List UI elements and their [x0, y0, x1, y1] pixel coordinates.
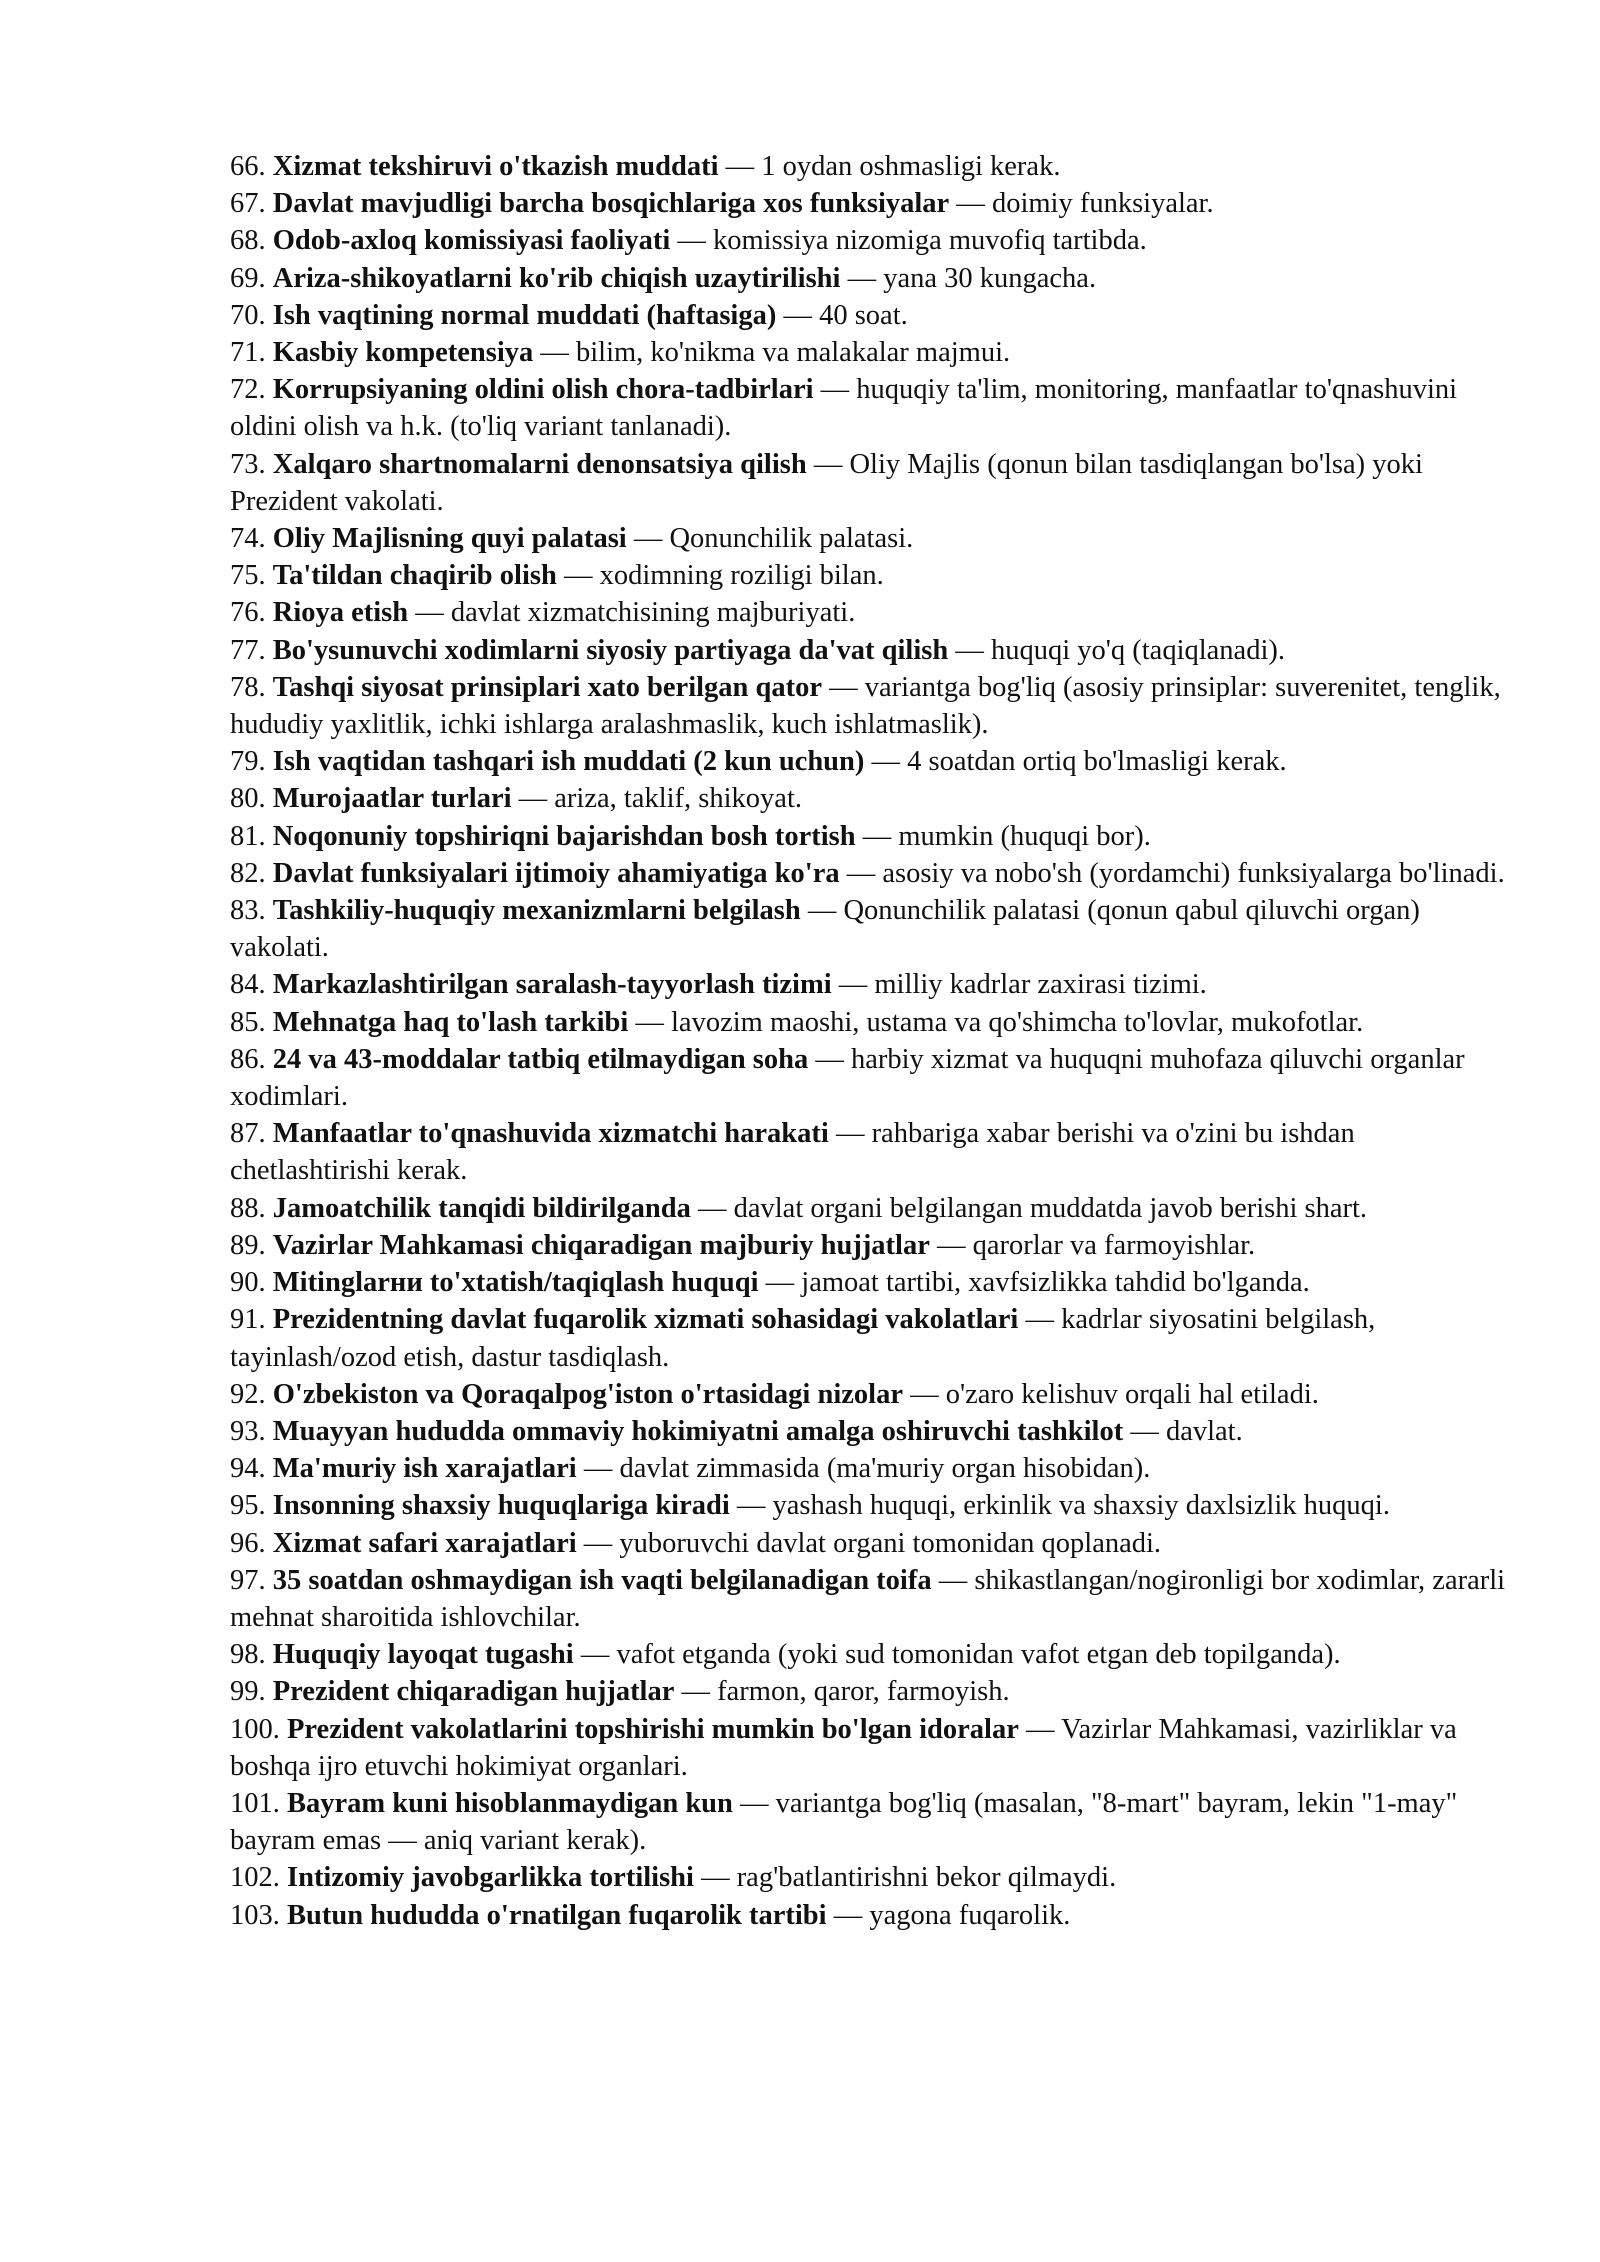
list-item [230, 1041, 1510, 1115]
item-number: 70. [230, 299, 266, 331]
item-description: — yashash huquqi, erkinlik va shaxsiy daxlsizlik huquqi. [729, 1490, 1390, 1522]
list-item [230, 334, 1510, 371]
item-description: — jamoat tartibi, xavfsizlikka tahdid bo'lganda. [758, 1267, 1310, 1299]
item-number: 98. [230, 1639, 266, 1671]
item-number: 97. [230, 1564, 266, 1596]
item-term: Vazirlar Mahkamasi chiqaradigan majburiy hujjatlar [272, 1229, 930, 1261]
list-item [230, 1636, 1510, 1673]
list-item [230, 1859, 1510, 1896]
item-description: — Oliy Majlis (qonun bilan tasdiqlangan bo'lsa) yoki Prezident vakolati. [230, 448, 1423, 517]
list-item [230, 1115, 1510, 1189]
item-description: — rag'batlantirishni bekor qilmaydi. [693, 1862, 1117, 1894]
item-term: Ta'tildan chaqirib olish [272, 560, 557, 592]
list-item [230, 1450, 1510, 1487]
item-description: — yana 30 kungacha. [840, 262, 1097, 294]
item-term: Tashqi siyosat prinsiplari xato berilgan qator [272, 671, 823, 703]
item-description: — kadrlar siyosatini belgilash, tayinlash/ozod etish, dastur tasdiqlash. [230, 1304, 1376, 1373]
item-description: — komissiya nizomiga muvofiq tartibda. [670, 225, 1147, 257]
item-description: — davlat zimmasida (ma'muriy organ hisobidan). [576, 1453, 1151, 1485]
list-item [230, 966, 1510, 1003]
item-term: Bo'ysunuvchi xodimlarni siyosiy partiyaga da'vat qilish [272, 634, 949, 666]
item-term: 35 soatdan oshmaydigan ish vaqti belgilanadigan toifa [272, 1564, 932, 1596]
item-number: 82. [230, 857, 266, 889]
item-number: 66. [230, 151, 266, 182]
list-item [230, 148, 1510, 185]
item-term: Intizomiy javobgarlikka tortilishi [287, 1862, 694, 1894]
item-description: — xodimning roziligi bilan. [556, 560, 884, 592]
list-item [230, 1190, 1510, 1227]
list-item [230, 260, 1510, 297]
item-term: Prezident vakolatlarini topshirishi mumkin bo'lgan idoralar [287, 1713, 1019, 1745]
item-term: Insonning shaxsiy huquqlariga kiradi [272, 1490, 730, 1522]
item-description: — asosiy va nobo'sh (yordamchi) funksiyalarga bo'linadi. [839, 857, 1505, 889]
item-description: — bilim, ko'nikma va malakalar majmui. [533, 337, 1011, 369]
item-description: — davlat. [1123, 1415, 1243, 1447]
item-term: Xizmat safari xarajatlari [272, 1527, 577, 1559]
item-number: 69. [230, 262, 266, 294]
item-term: Butun hududda o'rnatilgan fuqarolik tartibi [287, 1899, 827, 1931]
item-number: 87. [230, 1118, 266, 1150]
item-number: 85. [230, 1006, 266, 1038]
item-number: 96. [230, 1527, 266, 1559]
item-description: — lavozim maoshi, ustama va qo'shimcha to'lovlar, mukofotlar. [628, 1006, 1364, 1038]
list-item [230, 780, 1510, 817]
item-term: O'zbekiston va Qoraqalpog'iston o'rtasidagi nizolar [272, 1378, 903, 1410]
item-description: — Qonunchilik palatasi. [626, 523, 914, 555]
list-item [230, 1673, 1510, 1710]
item-number: 100. [230, 1713, 280, 1745]
numbered-list [230, 148, 1510, 1934]
item-description: — shikastlangan/nogironligi bor xodimlar, zararli mehnat sharoitida ishlovchilar. [230, 1564, 1506, 1633]
item-description: — qarorlar va farmoyishlar. [929, 1229, 1256, 1261]
item-number: 71. [230, 337, 266, 369]
list-item [230, 1413, 1510, 1450]
item-description: — 40 soat. [776, 299, 908, 331]
item-number: 73. [230, 448, 266, 480]
item-description: — o'zaro kelishuv orqali hal etiladi. [902, 1378, 1319, 1410]
item-number: 81. [230, 820, 266, 852]
list-item [230, 520, 1510, 557]
document-page [230, 148, 1510, 1934]
list-item [230, 855, 1510, 892]
item-number: 67. [230, 188, 266, 220]
item-number: 94. [230, 1453, 266, 1485]
item-description: — milliy kadrlar zaxirasi tizimi. [831, 969, 1207, 1001]
item-term: 24 va 43-moddalar tatbiq etilmaydigan soha [272, 1043, 809, 1075]
list-item [230, 1562, 1510, 1636]
list-item [230, 1301, 1510, 1375]
item-number: 74. [230, 523, 266, 555]
item-description: — variantga bog'liq (asosiy prinsiplar: suverenitet, tenglik, hududiy yaxlitlik, ichki ishlarga aralashmaslik, kuch ishlatmaslik). [230, 671, 1501, 741]
item-description: — mumkin (huquqi bor). [855, 820, 1151, 852]
item-term: Manfaatlar to'qnashuvida xizmatchi harakati [272, 1118, 829, 1150]
list-item [230, 818, 1510, 855]
item-term: Tashkiliy-huquqiy mexanizmlarni belgilash [272, 895, 801, 927]
list-item [230, 222, 1510, 259]
list-item [230, 632, 1510, 669]
list-item [230, 557, 1510, 594]
item-description: — farmon, qaror, farmoyish. [674, 1676, 1010, 1708]
item-term: Davlat mavjudligi barcha bosqichlariga xos funksiyalar [272, 188, 950, 220]
item-term: Ish vaqtidan tashqari ish muddati (2 kun uchun) [272, 746, 865, 778]
item-description: — ariza, taklif, shikoyat. [511, 783, 802, 815]
item-term: Murojaatlar turlari [272, 783, 512, 815]
item-term: Kasbiy kompetensiya [272, 337, 534, 369]
list-item [230, 1785, 1510, 1859]
item-number: 89. [230, 1229, 266, 1261]
list-item [230, 1376, 1510, 1413]
item-number: 84. [230, 969, 266, 1001]
item-description: — 4 soatdan ortiq bo'lmasligi kerak. [864, 746, 1287, 778]
item-term: Davlat funksiyalari ijtimoiy ahamiyatiga ko'ra [272, 857, 840, 889]
item-number: 88. [230, 1192, 266, 1224]
item-description: — yuboruvchi davlat organi tomonidan qoplanadi. [576, 1527, 1162, 1559]
item-term: Jamoatchilik tanqidi bildirilganda [272, 1192, 691, 1224]
item-number: 102. [230, 1862, 280, 1894]
item-description: — 1 oydan oshmasligi kerak. [718, 151, 1061, 182]
item-number: 77. [230, 634, 266, 666]
item-number: 75. [230, 560, 266, 592]
list-item [230, 1711, 1510, 1785]
item-number: 86. [230, 1043, 266, 1075]
item-description: — harbiy xizmat va huquqni muhofaza qiluvchi organlar xodimlari. [230, 1043, 1465, 1113]
item-number: 93. [230, 1415, 266, 1447]
item-number: 101. [230, 1787, 280, 1819]
list-item [230, 297, 1510, 334]
item-term: Huquqiy layoqat tugashi [272, 1639, 574, 1671]
item-number: 68. [230, 225, 266, 257]
list-item [230, 1525, 1510, 1562]
list-item [230, 1264, 1510, 1301]
item-number: 83. [230, 895, 266, 927]
item-term: Bayram kuni hisoblanmaydigan kun [287, 1787, 733, 1819]
item-term: Ariza-shikoyatlarni ko'rib chiqish uzaytirilishi [272, 262, 841, 294]
item-description: — rahbariga xabar berishi va o'zini bu ishdan chetlashtirishi kerak. [230, 1118, 1355, 1187]
item-term: Muayyan hududda ommaviy hokimiyatni amalga oshiruvchi tashkilot [272, 1415, 1124, 1447]
list-item [230, 594, 1510, 631]
list-item [230, 185, 1510, 222]
item-term: Prezidentning davlat fuqarolik xizmati sohasidagi vakolatlari [272, 1304, 1019, 1336]
item-number: 91. [230, 1304, 266, 1336]
item-term: Ma'muriy ish xarajatlari [272, 1453, 577, 1485]
item-description: — variantga bog'liq (masalan, "8-mart" bayram, lekin "1-may" bayram emas — aniq variant kerak). [230, 1787, 1458, 1857]
item-term: Rioya etish [272, 597, 409, 629]
item-term: Oliy Majlisning quyi palatasi [272, 523, 627, 555]
list-item [230, 446, 1510, 520]
list-item [230, 1897, 1510, 1934]
item-term: Odob-axloq komissiyasi faoliyati [272, 225, 671, 257]
list-item [230, 1487, 1510, 1524]
list-item [230, 371, 1510, 445]
item-description: — davlat organi belgilangan muddatda javob berishi shart. [690, 1192, 1368, 1224]
item-description: — davlat xizmatchisining majburiyati. [408, 597, 856, 629]
item-number: 79. [230, 746, 266, 778]
item-term: Prezident chiqaradigan hujjatlar [272, 1676, 675, 1708]
item-description: — Qonunchilik palatasi (qonun qabul qiluvchi organ) vakolati. [230, 895, 1420, 964]
item-term: Markazlashtirilgan saralash-tayyorlash tizimi [272, 969, 832, 1001]
item-description: — doimiy funksiyalar. [949, 188, 1214, 220]
item-term: Xalqaro shartnomalarni denonsatsiya qilish [272, 448, 807, 480]
item-number: 76. [230, 597, 266, 629]
list-item [230, 1004, 1510, 1041]
item-term: Noqonuniy topshiriqni bajarishdan bosh tortish [272, 820, 856, 852]
item-number: 90. [230, 1267, 266, 1299]
item-term: Ish vaqtining normal muddati (haftasiga) [272, 299, 777, 331]
item-number: 78. [230, 671, 266, 703]
list-item [230, 892, 1510, 966]
item-description: — huquqiy ta'lim, monitoring, manfaatlar to'qnashuvini oldini olish va h.k. (to'liq variant tanlanadi). [230, 374, 1458, 443]
item-number: 95. [230, 1490, 266, 1522]
item-number: 80. [230, 783, 266, 815]
list-item [230, 743, 1510, 780]
item-description: — vafot etganda (yoki sud tomonidan vafot etgan deb topilganda). [573, 1639, 1341, 1671]
item-term: Mitinglarни to'xtatish/taqiqlash huquqi [272, 1267, 759, 1299]
item-number: 103. [230, 1899, 280, 1931]
item-term: Xizmat tekshiruvi o'tkazish muddati [272, 151, 719, 182]
item-description: — huquqi yo'q (taqiqlanadi). [948, 634, 1285, 666]
item-term: Mehnatga haq to'lash tarkibi [272, 1006, 629, 1038]
item-term: Korrupsiyaning oldini olish chora-tadbirlari [272, 374, 814, 406]
list-item [230, 669, 1510, 743]
item-description: — yagona fuqarolik. [826, 1899, 1071, 1931]
item-number: 72. [230, 374, 266, 406]
item-number: 92. [230, 1378, 266, 1410]
item-description: — Vazirlar Mahkamasi, vazirliklar va boshqa ijro etuvchi hokimiyat organlari. [230, 1713, 1457, 1782]
item-number: 99. [230, 1676, 266, 1708]
list-item [230, 1227, 1510, 1264]
